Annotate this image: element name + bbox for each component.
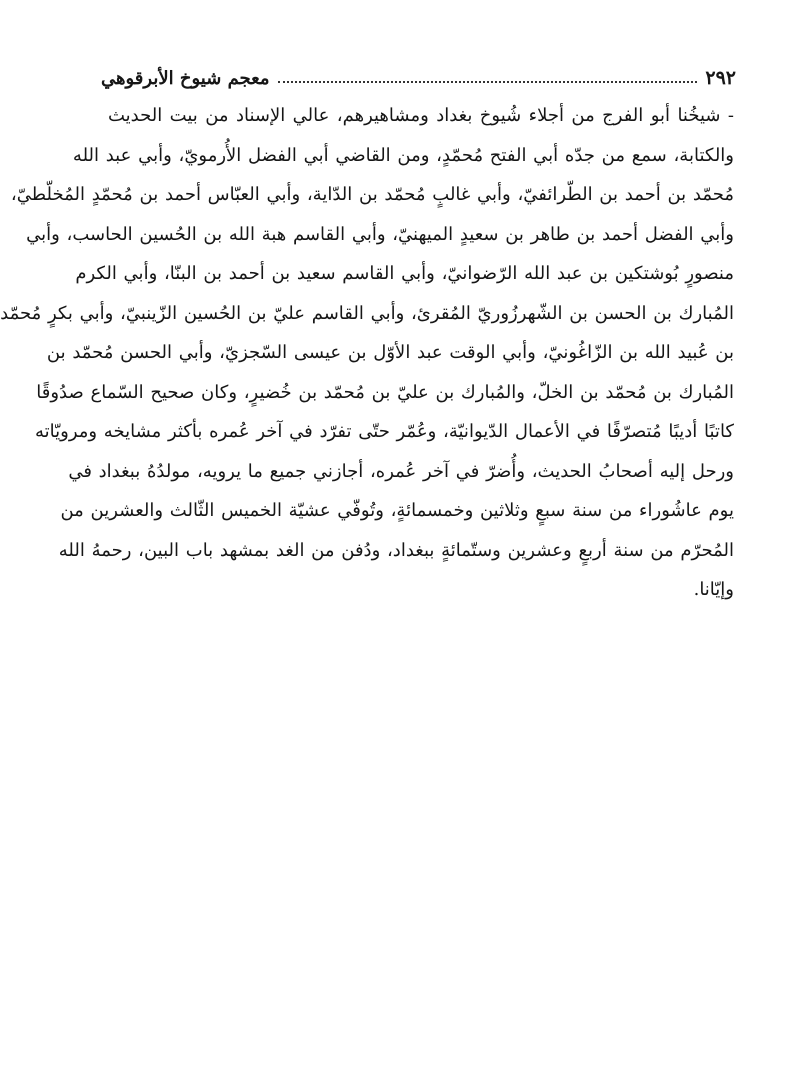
entry-line: منصورٍ بُوشتكين بن عبد الله الرّضوانيّ، وأبي القاسم سعيد بن أحمد بن البنّا، وأبي الكرم <box>75 263 734 284</box>
entry-line: المُحرّم من سنة أربعٍ وعشرين وستّمائةٍ ببغداد، ودُفن من الغد بمشهد باب البين، رحمهُ الله <box>58 539 734 561</box>
entry-line: المُبارك بن الحسن بن الشّهرزُوريّ المُقرئ، وأبي القاسم عليّ بن الحُسين الزّينبيّ، وأبي بكرٍ مُحمّد <box>0 302 734 324</box>
entry-line: مُحمّد بن أحمد بن الطّرائفيّ، وأبي غالبٍ مُحمّد بن الدّاية، وأبي العبّاس أحمد بن مُحمّدٍ المُخلّطيّ، <box>10 184 734 205</box>
entry-line: ورحل إليه أصحابُ الحديث، وأُضرّ في آخر عُمره، أجازني جميع ما يرويه، مولدُهُ ببغداد في <box>68 460 734 482</box>
entry-line: وإيّانا. <box>693 579 734 600</box>
entry-line: كاتبًا أديبًا مُتصرّفًا في الأعمال الدّيوانيّة، وعُمّر حتّى تفرّد في آخر عُمره بأكثر مشايخه ومرويّاته <box>34 421 734 442</box>
entry-line: - شيخُنا أبو الفرج من أجلاء شُيوخ بغداد ومشاهيرهم، عالي الإسناد من بيت الحديث <box>108 105 734 126</box>
entry-line: المُبارك بن مُحمّد بن الخلّ، والمُبارك بن عليّ بن مُحمّد بن خُضيرٍ، وكان صحيح السّماع صدُوقًا <box>36 381 734 403</box>
page-number: ٢٩٢ <box>705 67 736 89</box>
entry-line: وأبي الفضل أحمد بن طاهر بن سعيدٍ الميهنيّ، وأبي القاسم هبة الله بن الحُسين الحاسب، وأبي <box>26 223 734 245</box>
entry-line: يوم عاشُوراء من سنة سبعٍ وثلاثين وخمسمائةٍ، وتُوفّي عشيّة الخميس الثّالث والعشرين من <box>60 500 734 521</box>
entry-line: والكتابة، سمع من جدّه أبي الفتح مُحمّدٍ، ومن القاضي أبي الفضل الأُرمويّ، وأبي عبد الله <box>72 144 734 166</box>
entry-line: بن عُبيد الله بن الزّاغُونيّ، وأبي الوقت عبد الأوّل بن عيسى السّجزيّ، وأبي الحسن مُحمّد بن <box>46 342 734 363</box>
biography-entry <box>0 96 734 610</box>
book-title: معجم شيوخ الأبرقوهي <box>101 68 270 89</box>
running-header <box>101 52 736 88</box>
dotted-leader <box>278 81 698 83</box>
